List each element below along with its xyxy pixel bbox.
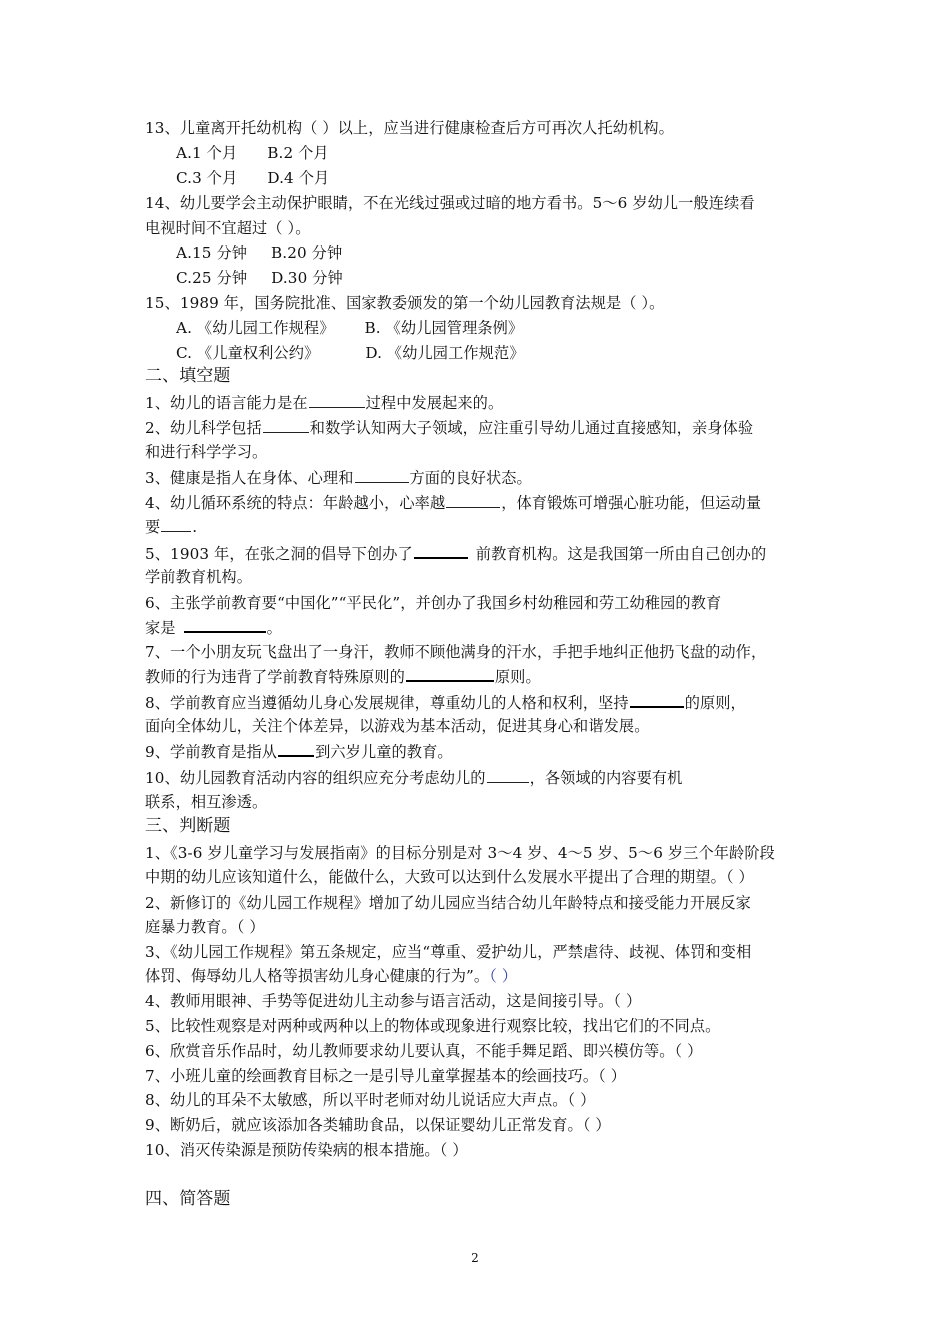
- fill-q4-line2-a: 要: [145, 518, 161, 536]
- option-c: C.25 分钟: [176, 269, 248, 287]
- mc-q14-options-ab: [176, 243, 342, 263]
- judge-q3-text: 体罚、侮辱幼儿人格等损害幼儿身心健康的行为”。: [145, 967, 490, 985]
- fill-q10: [145, 768, 682, 788]
- option-c: C.3 个月: [176, 169, 238, 187]
- option-a: A.15 分钟: [176, 244, 248, 262]
- fill-q4-line2-b: .: [192, 518, 198, 536]
- fill-q8-text-a: 8、学前教育应当遵循幼儿身心发展规律，尊重幼儿的人格和权利，坚持: [145, 694, 629, 712]
- option-a: A. 《幼儿园工作规程》: [176, 319, 335, 337]
- fill-q2-text-b: 和数学认知两大子领域，应注重引导幼儿通过直接感知，亲身体验: [309, 419, 754, 437]
- judge-q3-line1: 3、《幼儿园工作规程》第五条规定，应当“尊重、爱护幼儿，严禁虐待、歧视、体罚和变相: [145, 943, 752, 961]
- fill-q4-line2: [145, 517, 197, 537]
- fill-q1: [145, 393, 503, 413]
- option-b: B. 《幼儿园管理条例》: [364, 319, 524, 337]
- fill-q4-text-a: 4、幼儿循环系统的特点：年龄越小，心率越: [145, 494, 446, 512]
- mc-q15-options-ab: [176, 318, 523, 338]
- blank[interactable]: [161, 517, 191, 532]
- blank[interactable]: [278, 741, 314, 757]
- fill-q6-text-a: 家是: [145, 619, 176, 637]
- fill-q5-text-b: 前教育机构。这是我国第一所由自己创办的: [475, 545, 767, 563]
- fill-q3-text-a: 3、健康是指人在身体、心理和: [145, 469, 354, 487]
- judge-q4: 4、教师用眼神、手势等促进幼儿主动参与语言活动，这是间接引导。（ ）: [145, 992, 642, 1010]
- blank[interactable]: [406, 666, 494, 682]
- judge-q3-line2: [145, 966, 517, 986]
- page-number: 2: [471, 1251, 479, 1265]
- fill-q7-line1: 7、一个小朋友玩飞盘出了一身汗，教师不顾他满身的汗水，手把手地纠正他扔飞盘的动作，: [145, 643, 767, 661]
- option-d: D.30 分钟: [271, 269, 343, 287]
- fill-q4-text-b: ，体育锻炼可增强心脏功能，但运动量: [501, 494, 762, 512]
- fill-q2: [145, 418, 753, 438]
- section-heading-judge: 三、判断题: [145, 816, 231, 836]
- blank[interactable]: [487, 768, 529, 783]
- fill-q3: [145, 468, 532, 488]
- fill-q7-text-a: 教师的行为违背了学前教育特殊原则的: [145, 668, 405, 686]
- blank[interactable]: [630, 692, 684, 708]
- option-b: B.20 分钟: [271, 244, 343, 262]
- judge-q8: 8、幼儿的耳朵不太敏感，所以平时老师对幼儿说话应大声点。（ ）: [145, 1091, 596, 1109]
- blank[interactable]: [263, 418, 309, 433]
- option-a: A.1 个月: [176, 144, 238, 162]
- fill-q9-text-a: 9、学前教育是指从: [145, 743, 278, 761]
- fill-q8: [145, 692, 746, 713]
- mc-q14-line2: 电视时间不宜超过（ ）。: [145, 219, 311, 237]
- judge-q9: 9、断奶后，就应该添加各类辅助食品，以保证婴幼儿正常发育。（ ）: [145, 1116, 611, 1134]
- mc-q15: 15、1989 年，国务院批准、国家教委颁发的第一个幼儿园教育法规是（ ）。: [145, 294, 665, 312]
- judge-q6: 6、欣赏音乐作品时，幼儿教师要求幼儿要认真，不能手舞足蹈、即兴模仿等。（ ）: [145, 1042, 703, 1060]
- section-heading-fill: 二、填空题: [145, 366, 231, 386]
- blank[interactable]: [355, 468, 409, 483]
- fill-q5: [145, 543, 766, 564]
- option-d: D.4 个月: [267, 169, 330, 187]
- judge-q10: 10、消灭传染源是预防传染病的根本措施。（ ）: [145, 1141, 468, 1159]
- fill-q8-text-b: 的原则，: [684, 694, 746, 712]
- fill-q5-line2: 学前教育机构。: [145, 568, 253, 586]
- blank[interactable]: [184, 617, 266, 633]
- section-heading-short: 四、简答题: [145, 1189, 231, 1209]
- option-b: B.2 个月: [267, 144, 329, 162]
- fill-q10-text-b: ，各领域的内容要有机: [529, 769, 683, 787]
- fill-q2-text-a: 2、幼儿科学包括: [145, 419, 262, 437]
- fill-q7-text-b: 原则。: [494, 668, 541, 686]
- fill-q10-line2: 联系，相互渗透。: [145, 793, 268, 811]
- judge-q1-line1: 1、《3-6 岁儿童学习与发展指南》的目标分别是对 3～4 岁、4～5 岁、5～6 岁三个年龄阶段: [145, 844, 775, 862]
- fill-q9-text-b: 到六岁儿童的教育。: [315, 743, 453, 761]
- fill-q6-line2: [145, 617, 282, 638]
- blank[interactable]: [446, 493, 500, 508]
- fill-q1-text-a: 1、幼儿的语言能力是在: [145, 394, 308, 412]
- mc-q13-options-cd: [176, 168, 329, 188]
- mc-q14-options-cd: [176, 268, 343, 288]
- answer-bracket[interactable]: （ ）: [489, 967, 518, 985]
- judge-q7: 7、小班儿童的绘画教育目标之一是引导儿童掌握基本的绘画技巧。（ ）: [145, 1067, 627, 1085]
- mc-q15-options-cd: [176, 343, 525, 363]
- judge-q5: 5、比较性观察是对两种或两种以上的物体或现象进行观察比较，找出它们的不同点。: [145, 1017, 721, 1035]
- fill-q8-line2: 面向全体幼儿，关注个体差异，以游戏为基本活动，促进其身心和谐发展。: [145, 717, 650, 735]
- option-d: D. 《幼儿园工作规范》: [365, 344, 525, 362]
- fill-q5-text-a: 5、1903 年，在张之洞的倡导下创办了: [145, 545, 413, 563]
- judge-q2-line1: 2、新修订的《幼儿园工作规程》增加了幼儿园应当结合幼儿年龄特点和接受能力开展反家: [145, 894, 751, 912]
- fill-q2-line2: 和进行科学学习。: [145, 443, 268, 461]
- option-c: C. 《儿童权利公约》: [176, 344, 320, 362]
- mc-q13-options-ab: [176, 143, 329, 163]
- fill-q4: [145, 493, 761, 513]
- mc-q13: 13、儿童离开托幼机构（ ）以上，应当进行健康检查后方可再次人托幼机构。: [145, 119, 674, 137]
- fill-q7-line2: [145, 666, 541, 687]
- fill-q1-text-b: 过程中发展起来的。: [365, 394, 504, 412]
- judge-q2-line2: 庭暴力教育。（ ）: [145, 918, 265, 936]
- fill-q3-text-b: 方面的良好状态。: [409, 469, 532, 487]
- blank[interactable]: [414, 543, 468, 559]
- judge-q1-line2: 中期的幼儿应该知道什么，能做什么，大致可以达到什么发展水平提出了合理的期望。（ ）: [145, 868, 754, 886]
- fill-q10-text-a: 10、幼儿园教育活动内容的组织应充分考虑幼儿的: [145, 769, 486, 787]
- fill-q6-line1: 6、主张学前教育要“中国化”“平民化”，并创办了我国乡村幼稚园和劳工幼稚园的教育: [145, 594, 722, 612]
- blank[interactable]: [309, 393, 365, 408]
- mc-q14-line1: 14、幼儿要学会主动保护眼睛，不在光线过强或过暗的地方看书。5～6 岁幼儿一般连续看: [145, 194, 755, 212]
- fill-q9: [145, 741, 453, 762]
- fill-q6-text-b: 。: [266, 619, 282, 637]
